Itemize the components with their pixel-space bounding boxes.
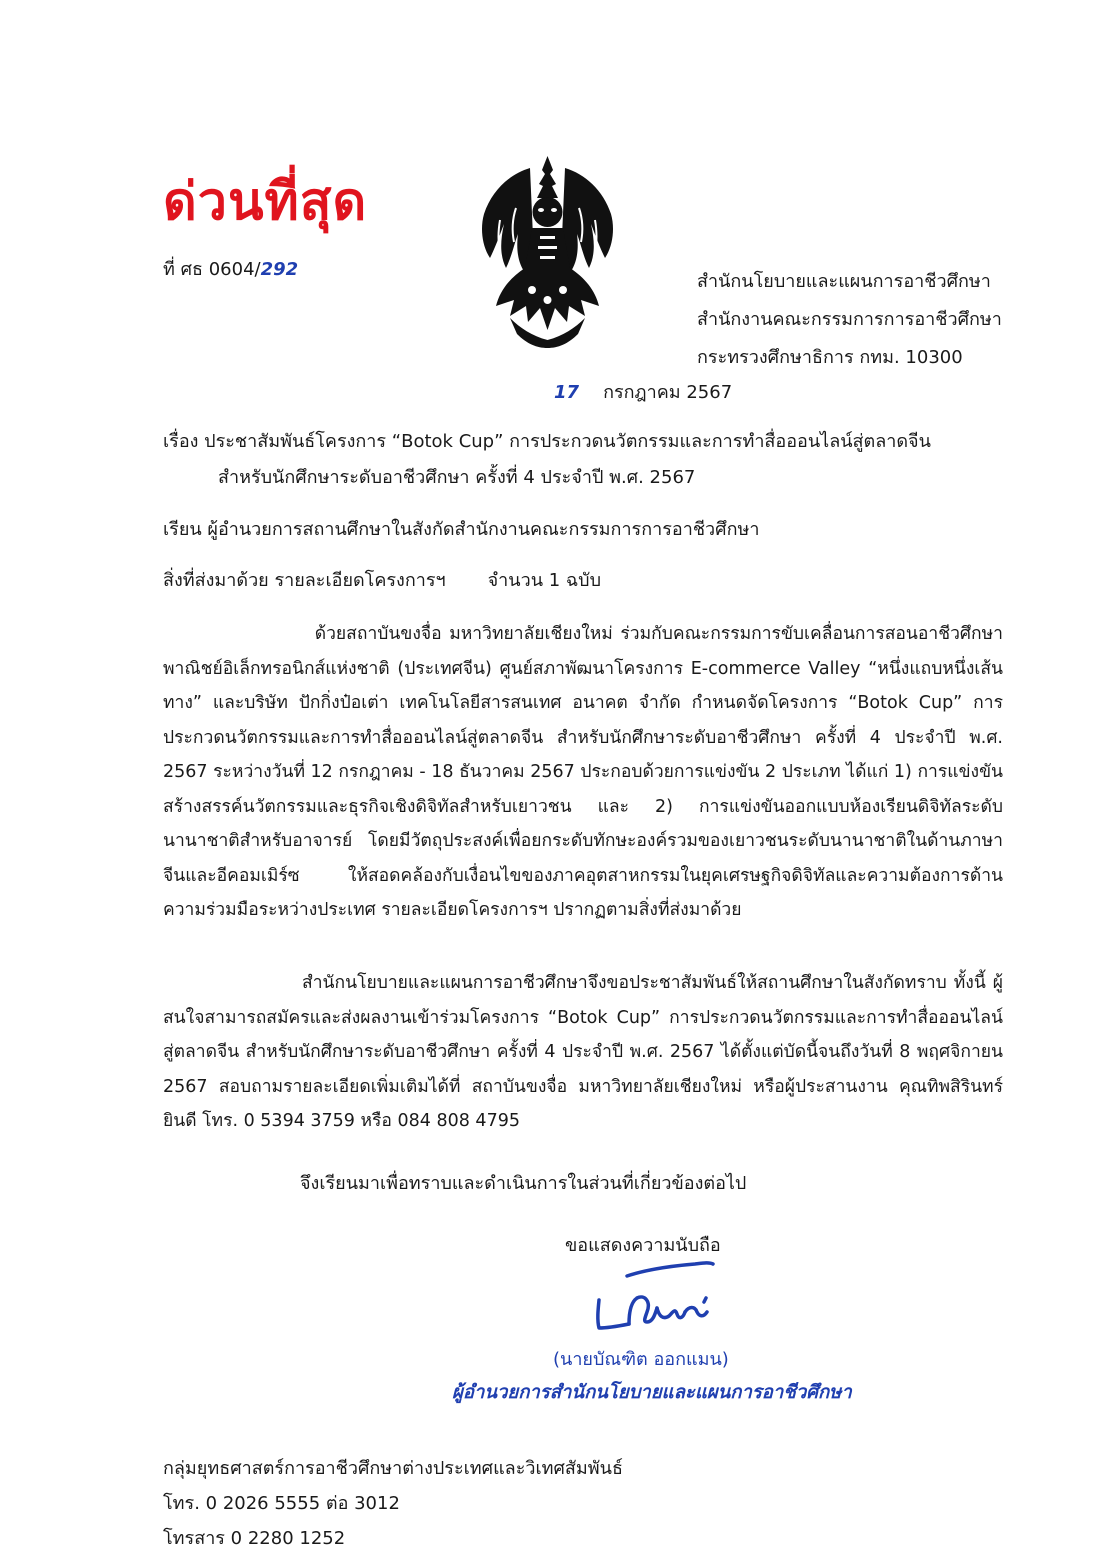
footer-phone: โทร. 0 2026 5555 ต่อ 3012 (163, 1493, 400, 1514)
date-month-year: กรกฎาคม 2567 (603, 382, 733, 403)
handwritten-signature-icon (585, 1258, 720, 1338)
footer-fax: โทรสาร 0 2280 1252 (163, 1528, 346, 1549)
document-date (554, 381, 732, 405)
document-number (163, 258, 298, 282)
sender-address (697, 263, 1002, 377)
signatory-position: ผู้อำนวยการสำนักนโยบายและแผนการอาชีวศึกษา (452, 1382, 852, 1403)
body-paragraph: สำนักนโยบายและแผนการอาชีวศึกษาจึงขอประชาสัมพันธ์ให้สถานศึกษาในสังกัดทราบ ทั้งนี้ ผู้สนใจสามารถสมัครและส่งผลงานเข้าร่วมโครงการ “Botok Cup” การประกวดนวัตกรรมและการทำสื่อออนไลน์สู่ตลาดจีน สำหรับนักศึกษาระดับอาชีวศึกษา ครั้งที่ 4 ประจำปี พ.ศ. 2567 ได้ตั้งแต่บัดนี้จนถึงวันที่ 8 พฤศจิกายน 2567 สอบถามรายละเอียดเพิ่มเติมได้ที่ สถาบันขงจื่อ มหาวิทยาลัยเชียงใหม่ หรือผู้ประสานงาน คุณทิพสิรินทร์ ยินดี โทร. 0 5394 3759 หรือ 084 808 4795 (163, 973, 1003, 1131)
contact-footer (163, 1451, 623, 1556)
address-line: สำนักงานคณะกรรมการการอาชีวศึกษา (697, 309, 1002, 330)
date-day-handwritten: 17 (554, 382, 580, 403)
signatory-name: (นายบัณฑิต ออกแมน) (553, 1349, 729, 1370)
enclosure-label: สิ่งที่ส่งมาด้วย รายละเอียดโครงการฯ (163, 570, 446, 591)
subject-line-continued: สำหรับนักศึกษาระดับอาชีวศึกษา ครั้งที่ 4 ประจำปี พ.ศ. 2567 (218, 467, 696, 488)
address-line: สำนักนโยบายและแผนการอาชีวศึกษา (697, 271, 991, 292)
enclosure-line (163, 569, 601, 593)
urgency-stamp: ด่วนที่สุด (163, 171, 368, 232)
salutation: ขอแสดงความนับถือ (565, 1235, 721, 1256)
body-paragraph: ด้วยสถาบันขงจื่อ มหาวิทยาลัยเชียงใหม่ ร่วมกับคณะกรรมการขับเคลื่อนการสอนอาชีวศึกษาพาณิชย์อิเล็กทรอนิกส์แห่งชาติ (ประเทศจีน) ศูนย์สภาพัฒนาโครงการ E-commerce Valley “หนึ่งแถบหนึ่งเส้นทาง” และบริษัท ปักกิ่งป๋อเต่า เทคโนโลยีสารสนเทศ อนาคต จำกัด กำหนดจัดโครงการ “Botok Cup” การประกวดนวัตกรรมและการทำสื่อออนไลน์สู่ตลาดจีน สำหรับนักศึกษาระดับอาชีวศึกษา ครั้งที่ 4 ประจำปี พ.ศ. 2567 ระหว่างวันที่ 12 กรกฎาคม - 18 ธันวาคม 2567 ประกอบด้วยการแข่งขัน 2 ประเภท ได้แก่ 1) การแข่งขันสร้างสรรค์นวัตกรรมและธุรกิจเชิงดิจิทัลสำหรับเยาวชน และ 2) การแข่งขันออกแบบห้องเรียนดิจิทัลระดับนานาชาติสำหรับอาจารย์ โดยมีวัตถุประสงค์เพื่อยกระดับทักษะองค์รวมของเยาวชนระดับนานาชาติในด้านภาษาจีนและอีคอมเมิร์ซ ให้สอดคล้องกับเงื่อนไขของภาคอุตสาหกรรมในยุคเศรษฐกิจดิจิทัลและความต้องการด้านความร่วมมือระหว่างประเทศ รายละเอียดโครงการฯ ปรากฏตามสิ่งที่ส่งมาด้วย (163, 624, 1003, 920)
address-line: กระทรวงศึกษาธิการ กทม. 10300 (697, 347, 963, 368)
enclosure-count: จำนวน 1 ฉบับ (487, 570, 602, 591)
document-number-prefix: ที่ ศธ 0604/ (163, 259, 261, 280)
recipient-line: เรียน ผู้อำนวยการสถานศึกษาในสังกัดสำนักงานคณะกรรมการการอาชีวศึกษา (163, 519, 760, 540)
closing-request: จึงเรียนมาเพื่อทราบและดำเนินการในส่วนที่เกี่ยวข้องต่อไป (300, 1173, 747, 1194)
footer-department: กลุ่มยุทธศาสตร์การอาชีวศึกษาต่างประเทศและวิเทศสัมพันธ์ (163, 1458, 623, 1479)
subject-line: เรื่อง ประชาสัมพันธ์โครงการ “Botok Cup” การประกวดนวัตกรรมและการทำสื่อออนไลน์สู่ตลาดจีน (163, 431, 931, 452)
garuda-emblem-icon (470, 150, 625, 350)
document-number-handwritten: 292 (260, 259, 299, 280)
